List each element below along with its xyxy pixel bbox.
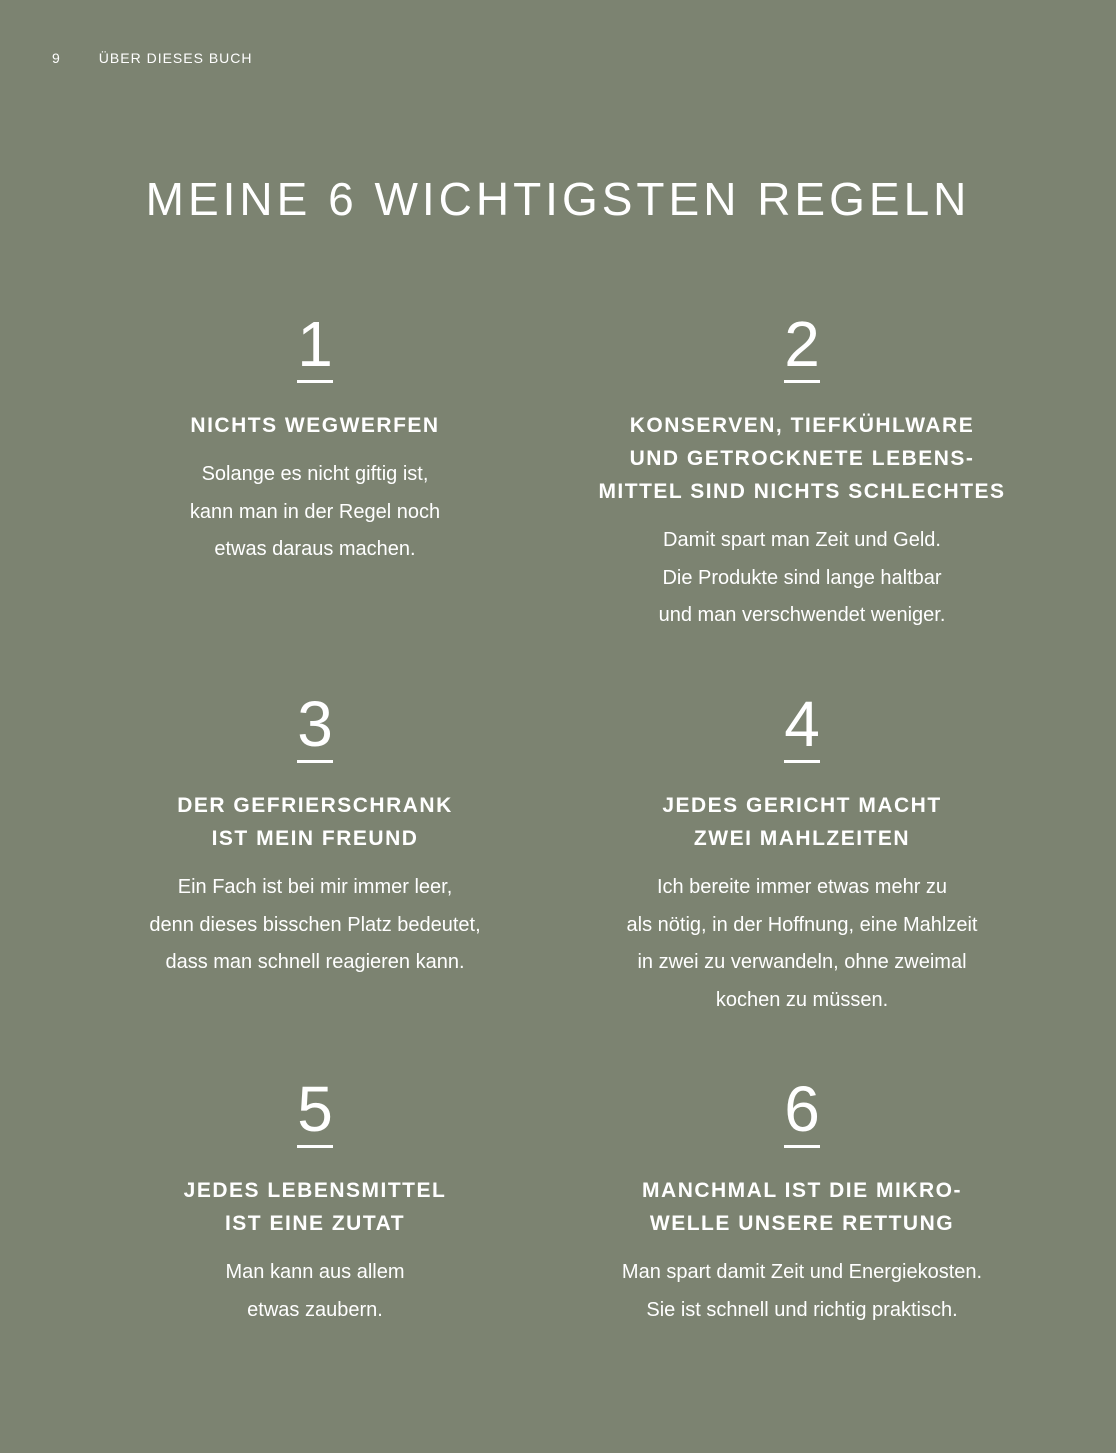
- rule-heading-line: IST MEIN FREUND: [211, 827, 419, 850]
- section-title: ÜBER DIESES BUCH: [98, 50, 253, 66]
- rule-text-line: Man spart damit Zeit und Energiekosten.: [621, 1261, 983, 1283]
- rule-heading: [559, 1174, 1045, 1240]
- rule-heading-line: IST EINE ZUTAT: [224, 1212, 406, 1235]
- rule-number: 6: [784, 1077, 820, 1148]
- rule-heading-line: JEDES GERICHT MACHT: [662, 794, 942, 817]
- rule-text-line: denn dieses bisschen Platz bedeutet,: [149, 913, 481, 936]
- rule-6: [559, 1073, 1045, 1329]
- rule-number: 1: [297, 312, 333, 383]
- rule-heading-line: NICHTS WEGWERFEN: [190, 414, 440, 437]
- rule-text-line: Die Produkte sind lange haltbar: [662, 566, 942, 589]
- rule-2: [559, 308, 1045, 635]
- rule-heading-line: DER GEFRIERSCHRANK: [177, 794, 453, 817]
- rule-text-line: Man kann aus allem: [225, 1261, 405, 1283]
- rule-5: [72, 1073, 558, 1329]
- rule-text: [559, 1254, 1045, 1329]
- rule-text-line: Sie ist schnell und richtig praktisch.: [646, 1298, 958, 1321]
- rule-heading-line: MITTEL SIND NICHTS SCHLECHTES: [598, 480, 1006, 503]
- rule-text-line: Damit spart man Zeit und Geld.: [663, 529, 941, 551]
- page-title: MEINE 6 WICHTIGSTEN REGELN: [145, 173, 971, 225]
- rule-3: [72, 688, 558, 982]
- rule-text-line: etwas zaubern.: [247, 1298, 383, 1321]
- rule-text: [559, 869, 1045, 1019]
- rule-heading: [72, 1174, 558, 1240]
- page-number: 9: [52, 50, 61, 66]
- rule-heading-line: UND GETROCKNETE LEBENS-: [629, 447, 975, 470]
- rule-1: [72, 308, 558, 569]
- rule-heading: [559, 409, 1045, 508]
- rule-text-line: in zwei zu verwandeln, ohne zweimal: [637, 951, 967, 973]
- rule-number: 3: [297, 692, 333, 763]
- rule-heading-line: MANCHMAL IST DIE MIKRO-: [642, 1179, 962, 1202]
- rule-text: [72, 456, 558, 569]
- rule-heading: [72, 409, 558, 442]
- rule-number: 4: [784, 692, 820, 763]
- rule-heading: [559, 789, 1045, 855]
- rule-text-line: dass man schnell reagieren kann.: [165, 951, 465, 973]
- rule-text-line: kochen zu müssen.: [715, 988, 889, 1011]
- rule-text: [72, 869, 558, 982]
- rule-text-line: kann man in der Regel noch: [189, 500, 441, 523]
- running-head: [52, 50, 253, 66]
- rule-text-line: Ich bereite immer etwas mehr zu: [656, 876, 948, 898]
- rule-4: [559, 688, 1045, 1019]
- rule-heading-line: WELLE UNSERE RETTUNG: [649, 1212, 955, 1235]
- rule-text-line: Ein Fach ist bei mir immer leer,: [177, 876, 453, 898]
- rule-heading-line: KONSERVEN, TIEFKÜHLWARE: [629, 414, 975, 437]
- rule-text-line: Solange es nicht giftig ist,: [201, 463, 429, 485]
- rule-text: [72, 1254, 558, 1329]
- rule-heading: [72, 789, 558, 855]
- rule-heading-line: JEDES LEBENSMITTEL: [183, 1179, 447, 1202]
- rule-number: 2: [784, 312, 820, 383]
- rule-text-line: als nötig, in der Hoffnung, eine Mahlzeit: [626, 913, 978, 936]
- rule-text: [559, 522, 1045, 635]
- rule-number: 5: [297, 1077, 333, 1148]
- rule-text-line: etwas daraus machen.: [214, 538, 416, 560]
- rule-text-line: und man verschwendet weniger.: [658, 604, 946, 626]
- rule-heading-line: ZWEI MAHLZEITEN: [693, 827, 911, 850]
